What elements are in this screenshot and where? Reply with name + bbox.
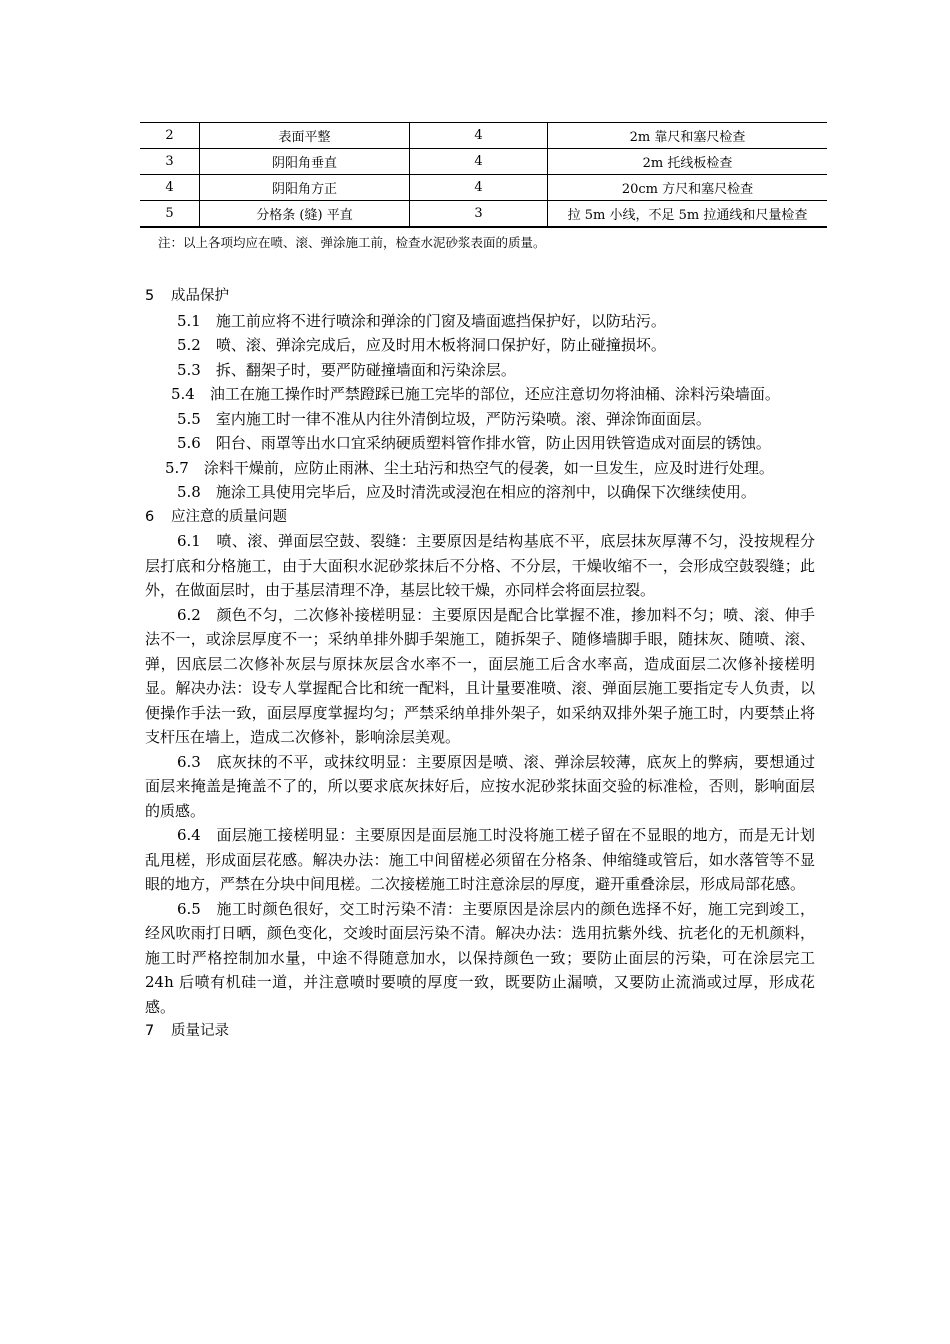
table-cell: 2m 托线板检查 <box>548 149 828 175</box>
table-row <box>140 201 827 228</box>
paragraph: 6.2 颜色不匀，二次修补接槎明显：主要原因是配合比掌握不准，掺加料不匀；喷、滚、伸手法不一，或涂层厚度不一；采纳单排外脚手架施工，随拆架子、随修墙脚手眼，随抹灰、随喷、滚、弹，因底层二次修补灰层与原抹灰层含水率不一，面层施工后含水率高，造成面层二次修补接槎明显。解决办法：设专人掌握配合比和统一配料，且计量要准喷、滚、弹面层施工要指定专人负责，以便操作手法一致，面层厚度掌握均匀；严禁采纳单排外架子，如采纳双排外架子施工时，内要禁止将支杆压在墙上，造成二次修补，影响涂层美观。 <box>145 605 815 746</box>
table-cell: 3 <box>140 149 200 175</box>
document-body <box>145 284 815 1044</box>
table-cell: 4 <box>140 175 200 201</box>
section-number: 6 <box>145 508 155 525</box>
table-cell: 拉 5m 小线，不足 5m 拉通线和尺量检查 <box>548 201 828 228</box>
paragraph: 6.4 面层施工接槎明显：主要原因是面层施工时没将施工槎子留在不显眼的地方，而是无计划乱甩槎，形成面层花感。解决办法：施工中间留槎必须留在分格条、伸缩缝或管后，如水落管等不显眼的地方，严禁在分块中间甩槎。二次接槎施工时注意涂层的厚度，避开重叠涂层，形成局部花感。 <box>145 826 815 893</box>
section-heading-7 <box>145 1019 815 1044</box>
paragraph: 6.1 喷、滚、弹面层空鼓、裂缝：主要原因是结构基底不平，底层抹灰厚薄不匀，没按规程分层打底和分格施工，由于大面积水泥砂浆抹后不分格、不分层，干燥收缩不一，会形成空鼓裂缝；此外，在做面层时，由于基层清理不净，基层比较干燥，亦同样会将面层拉裂。 <box>145 532 815 599</box>
section-number: 7 <box>145 1023 155 1039</box>
section-title: 成品保护 <box>171 288 229 304</box>
section-heading-6 <box>145 505 815 530</box>
table-cell: 阴阳角垂直 <box>200 149 410 175</box>
table-row <box>140 175 827 201</box>
paragraph: 5.7 涂料干燥前，应防止雨淋、尘土玷污和热空气的侵袭，如一旦发生，应及时进行处理。 <box>165 458 774 477</box>
table-row <box>140 123 827 149</box>
table-cell: 4 <box>410 175 548 201</box>
paragraph: 5.3 拆、翻架子时，要严防碰撞墙面和污染涂层。 <box>177 360 516 379</box>
paragraph: 5.1 施工前应将不进行喷涂和弹涂的门窗及墙面遮挡保护好，以防玷污。 <box>177 311 666 330</box>
paragraph: 6.3 底灰抹的不平，或抹纹明显：主要原因是喷、滚、弹涂层较薄，底灰上的弊病，要想通过面层来掩盖是掩盖不了的，所以要求底灰抹好后，应按水泥砂浆抹面交验的标准检，否则，影响面层的质感。 <box>145 752 815 820</box>
table-cell: 5 <box>140 201 200 228</box>
table-cell: 20cm 方尺和塞尺检查 <box>548 175 828 201</box>
table-cell: 2 <box>140 123 200 149</box>
table-cell: 4 <box>410 123 548 149</box>
paragraph: 6.5 施工时颜色很好，交工时污染不清：主要原因是涂层内的颜色选择不好，施工完到竣工，经风吹雨打日晒，颜色变化，交竣时面层污染不清。解决办法：选用抗紫外线、抗老化的无机颜料，施工时严格控制加水量，中途不得随意加水，以保持颜色一致；要防止面层的污染，可在涂层完工 24h 后喷有机硅一道，并注意喷时要喷的厚度一致，既要防止漏喷，又要防止流淌或过厚，形成花感。 <box>145 899 815 1016</box>
table-cell: 表面平整 <box>200 123 410 149</box>
inspection-table <box>140 122 827 228</box>
paragraph: 5.2 喷、滚、弹涂完成后，应及时用木板将洞口保护好，防止碰撞损坏。 <box>177 336 666 354</box>
section-title: 应注意的质量问题 <box>171 508 287 525</box>
table-cell: 阴阳角方正 <box>200 175 410 201</box>
section-heading-5 <box>145 284 815 309</box>
paragraph: 5.4 油工在施工操作时严禁蹬踩已施工完毕的部位，还应注意切勿将油桶、涂料污染墙面。 <box>171 385 780 403</box>
paragraph: 5.5 室内施工时一律不准从内往外清倒垃圾，严防污染喷。滚、弹涂饰面面层。 <box>177 409 711 428</box>
table-cell: 4 <box>410 149 548 175</box>
section-title: 质量记录 <box>171 1023 229 1039</box>
table-cell: 3 <box>410 201 548 228</box>
paragraph: 5.8 施涂工具使用完毕后，应及时清洗或浸泡在相应的溶剂中，以确保下次继续使用。 <box>177 483 756 501</box>
section-number: 5 <box>145 288 155 304</box>
table-cell: 2m 靠尺和塞尺检查 <box>548 123 828 149</box>
table-row <box>140 149 827 175</box>
paragraph: 5.6 阳台、雨罩等出水口宜采纳硬质塑料管作排水管，防止因用铁管造成对面层的锈蚀。 <box>177 434 771 452</box>
table-cell: 分格条 (缝) 平直 <box>200 201 410 228</box>
table-note: 注：以上各项均应在喷、滚、弹涂施工前，检查水泥砂浆表面的质量。 <box>158 235 546 250</box>
